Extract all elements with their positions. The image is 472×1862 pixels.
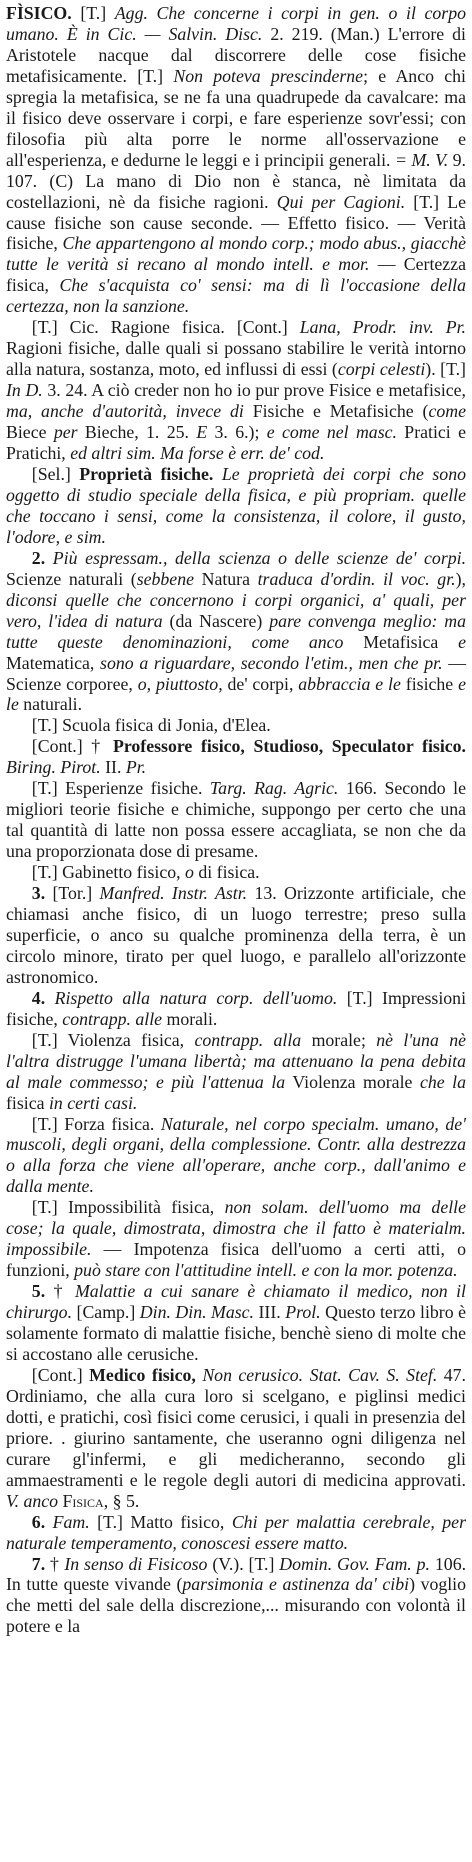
italic-text: = M. V. [394, 149, 453, 170]
text-run: 9. 107. (C) La mano di Dio non è stanca, nè limitata da costellazioni, nè da fisiche ragioni. [6, 149, 466, 212]
italic-text: Fam. [52, 1511, 90, 1532]
italic-text: Prol. [285, 1302, 321, 1323]
italic-text: in certi casi. [48, 1092, 138, 1113]
italic-text: Agg. Che concerne i corpi in gen. o il corpo umano. È in Cic. — Salvin. Disc. [6, 3, 467, 44]
italic-text: ma, anche d'autorità, invece di [6, 401, 244, 422]
text-run: [T.] Violenza fisica, [31, 1029, 195, 1050]
italic-text: diconsi quelle che concernono i corpi organici, a' quali, per vero, l'idea di natura [6, 589, 466, 631]
bold-term: 7. [31, 1553, 51, 1574]
text-run: 3. 6.); [207, 422, 267, 443]
text-run: (V.). [T.] [207, 1553, 280, 1574]
text-run: [T.] Impossibilità fisica, [31, 1197, 225, 1218]
text-run: 47. Ordiniamo, che alla cura loro si scelgano, e piglinsi medici dotti, e pratichi, così fisici come cerusici, i quali in presenzia del priore. . giurino santamente, che useranno ogni diligenza nel curare gl'infermi, e gli medicheranno, secondo gli ammaestramenti e le regole degli autori di medicina approvati. [6, 1364, 466, 1490]
text-run: [T.] Matto fisico, [89, 1511, 232, 1532]
text-run: Metafisica [343, 631, 459, 652]
text-run: 3. 24. A ciò creder non ho io pur prove Fisice e metafisice, [42, 380, 466, 401]
italic-text: pare convenga meglio: ma tutte queste denominazioni, come anco [6, 610, 466, 652]
italic-text: abbraccia e le [298, 673, 401, 694]
italic-text: ed altri sim. Ma forse è err. de' cod. [70, 443, 325, 464]
italic-text: Qui per Cagioni. [276, 191, 406, 212]
text-run: [Cont.] † [31, 736, 113, 757]
bold-term: Medico fisico, [89, 1364, 196, 1385]
entry-sense-paragraph [6, 883, 466, 988]
text-run: morali. [162, 1008, 218, 1029]
italic-text: Non cerusico. Stat. Cav. S. Stef. [202, 1364, 438, 1385]
text-run: [T.] Forza fisica. [31, 1113, 161, 1134]
bold-term: Professore fisico, Studioso, Speculator fisico. [112, 736, 466, 757]
text-run: Questo terzo libro è solamente formato di malattie fisiche, benchè sieno di molte che si accostano alle cerusiche. [6, 1302, 467, 1364]
italic-text: Che appartengono al mondo corp.; modo abus., giacchè tutte le verità si recano al mondo intell. e mor. [6, 233, 466, 275]
italic-text: Le proprietà dei corpi che sono oggetto di studio speciale della fisica, e più propriam. quelle che toccano i sensi, come la consistenza, il colore, il gusto, l'odore, e sim. [6, 463, 466, 547]
italic-text: In D. [6, 380, 43, 401]
italic-text: Targ. Rag. Agric. [209, 778, 339, 799]
text-run: [T.] Gabinetto fisico, [31, 862, 186, 883]
bold-term: 3. [31, 883, 53, 904]
text-run: 166. Secondo le migliori teorie fisiche e chimiche, suppongo per certo che una tal quantità di latte non possa essere accagliata, se non che da una proporzionata dose di presame. [6, 778, 466, 862]
text-run: Scienze naturali ( [6, 568, 137, 589]
text-run: [T.] Esperienze fisiche. [31, 778, 210, 799]
italic-text: V. anco [6, 1490, 59, 1511]
entry-sense-paragraph [6, 464, 466, 548]
entry-sense-paragraph [6, 1030, 466, 1114]
entry-sense-paragraph [6, 1512, 466, 1554]
text-run: , § 5. [103, 1490, 140, 1511]
text-run: — Certezza fisica, [6, 254, 466, 296]
text-run: [T.] Scuola fisica di Jonia, d'Elea. [31, 715, 271, 736]
bold-term: 4. [31, 987, 55, 1008]
text-run: fisiche [400, 673, 459, 694]
italic-text: corpi celesti [337, 359, 426, 380]
italic-text: e come nel masc. [266, 422, 397, 443]
entry-sense-paragraph [6, 1114, 466, 1198]
text-run: [Tor.] [52, 883, 100, 904]
entry-sense-paragraph [6, 1197, 466, 1281]
bold-term: 5. [31, 1281, 54, 1302]
italic-text: Più espressam., della scienza o delle scienze de' corpi. [52, 547, 467, 568]
text-run: † [53, 1281, 75, 1302]
text-run: 13. Orizzonte artificiale, che chiamasi anche fisico, di un luogo terrestre; preso sulla superficie, o anco su qualche prominenza della terra, è un circolo minore, tirato per quel luogo, e parallelo all'orizzonte astronomico. [6, 883, 467, 987]
entry-sense-paragraph [6, 988, 466, 1030]
text-run: [T.] Impressioni fisiche, [6, 987, 467, 1029]
text-run: Bieche, 1. 25. [77, 422, 197, 443]
text-run: ). [T.] [425, 359, 466, 380]
entry-sense-paragraph [6, 1365, 466, 1512]
text-run: Matematica, [6, 652, 101, 673]
italic-text: Non poteva prescinderne [173, 65, 364, 86]
text-run: Violenza morale [285, 1071, 420, 1092]
text-run: [T.] Le cause fisiche son cause seconde. — Effetto fisico. — Verità fisiche, [6, 191, 466, 254]
italic-text: come [428, 401, 467, 422]
text-run: [T.] Cic. Ragione fisica. [Cont.] [31, 317, 300, 338]
text-run: Fisica [62, 1490, 104, 1511]
text-run: Fisiche e Metafisiche ( [243, 401, 429, 422]
text-run: — Scienze corporee, [6, 652, 466, 694]
text-run: Ragioni fisiche, dalle quali si possano stabilire le verità intorno alla natura, sostanza, moto, ed influssi di essi ( [6, 338, 466, 380]
bold-term: FÌSICO. [6, 3, 81, 23]
italic-text: Din. Din. Masc. [139, 1302, 254, 1323]
italic-text: Biring. Pirot. [6, 757, 101, 778]
entry-sense-paragraph [6, 548, 466, 716]
text-run: Pratici e Pratichi, [6, 422, 466, 464]
text-run: (da Nascere) [162, 610, 270, 631]
entry-sense-paragraph [6, 1554, 466, 1638]
italic-text: Naturale, nel corpo specialm. umano, de' muscoli, degli organi, della complessione. Contr. alla destrezza o alla forza che viene all'operare, anche corp., dall'animo e dalla mente. [6, 1113, 466, 1197]
entry-sense-paragraph [6, 317, 466, 464]
entry-sense-paragraph [6, 715, 466, 736]
italic-text: e le [6, 673, 466, 715]
text-run: III. [254, 1302, 286, 1323]
entry-sense-paragraph [6, 862, 466, 883]
italic-text: che la [419, 1071, 466, 1092]
italic-text: E [196, 422, 208, 443]
text-run: II. [100, 757, 126, 778]
italic-text: Malattie a cui sanare è chiamato il medico, non il chirurgo. [6, 1281, 467, 1323]
italic-text: In senso di Fisicoso [64, 1553, 208, 1574]
text-run: de' corpi, [222, 673, 299, 694]
text-run: fisica [6, 1092, 49, 1113]
bold-term: 2. [31, 547, 53, 568]
italic-text: Che s'acquista co' sensi: ma di lì l'occasione della certezza, non la sanzione. [6, 275, 466, 317]
italic-text: Manfred. Instr. Astr. [99, 883, 248, 904]
text-run: naturali. [18, 694, 83, 715]
italic-text: Rispetto alla natura corp. dell'uomo. [54, 987, 338, 1008]
italic-text: o [185, 862, 194, 883]
italic-text: per [53, 422, 78, 443]
text-run: Natura [194, 568, 258, 589]
italic-text: Domin. Gov. Fam. p. [279, 1553, 430, 1574]
text-run: ) voglio che metti del sale della discrezione,... misurando con volontà il potere e la [6, 1574, 467, 1637]
italic-text: Chi per malattia cerebrale, per naturale temperamento, conoscesi essere matto. [6, 1511, 466, 1553]
bold-term: Proprietà fisiche. [79, 463, 214, 484]
entry-sense-paragraph [6, 1281, 466, 1365]
text-run: [T.] [80, 3, 115, 23]
text-run: morale; [301, 1029, 377, 1050]
italic-text: traduca d'ordin. il voc. gr. [257, 568, 456, 589]
text-run: 106. In tutte queste vivande ( [6, 1553, 467, 1595]
italic-text: sebbene [136, 568, 194, 589]
italic-text: Lana, Prodr. inv. Pr. [299, 317, 466, 338]
text-run: — Impotenza fisica dell'uomo a certi atti, o funzioni, [6, 1239, 466, 1281]
italic-text: Pr. [125, 757, 147, 778]
italic-text: o, piuttosto, [137, 673, 223, 694]
text-run: Biece [6, 422, 54, 443]
italic-text: può stare con l'attitudine intell. e con la mor. potenza. [74, 1260, 458, 1281]
italic-text: contrapp. alle [62, 1008, 163, 1029]
text-run [213, 464, 221, 484]
italic-text: e [458, 631, 466, 652]
entry-sense-paragraph [6, 778, 466, 862]
text-run: 2. 219. (Man.) L'errore di Aristotele nacque dal discorrere delle cose fisiche metafisicamente. [T.] [6, 23, 466, 86]
bold-term: 6. [31, 1511, 53, 1532]
italic-text: sono a riguardare, secondo l'etim., men che pr. [100, 652, 443, 673]
italic-text: non solam. dell'uomo ma delle cose; la quale, dimostrata, dimostra che il fatto è materialm. impossibile. [6, 1197, 466, 1260]
text-run: [Camp.] [72, 1302, 140, 1323]
italic-text: contrapp. alla [194, 1029, 302, 1050]
text-run: [Sel.] [31, 463, 80, 484]
text-run: ; e Anco chi spregia la metafisica, se ne fa una quadrupede da cavalcare: ma il fisico deve osservare i corpi, e fare esperienze sovr'essi; con filosofia più alta porre le norme all'osservazione e all'esperienza, e dedurne le leggi e i principii generali. [6, 65, 466, 170]
entry-sense-paragraph [6, 736, 466, 778]
entry-headword-paragraph [6, 3, 466, 317]
text-run: di fisica. [193, 862, 260, 883]
italic-text: nè l'una nè l'altra distrugge l'umana libertà; ma attenuano la pena debita al male commesso; e più l'attenua la [6, 1029, 467, 1092]
italic-text: parsimonia e astinenza da' cibi [182, 1574, 410, 1595]
text-run: ), [455, 568, 466, 589]
text-run: † [50, 1553, 65, 1574]
text-run: [Cont.] [31, 1364, 90, 1385]
